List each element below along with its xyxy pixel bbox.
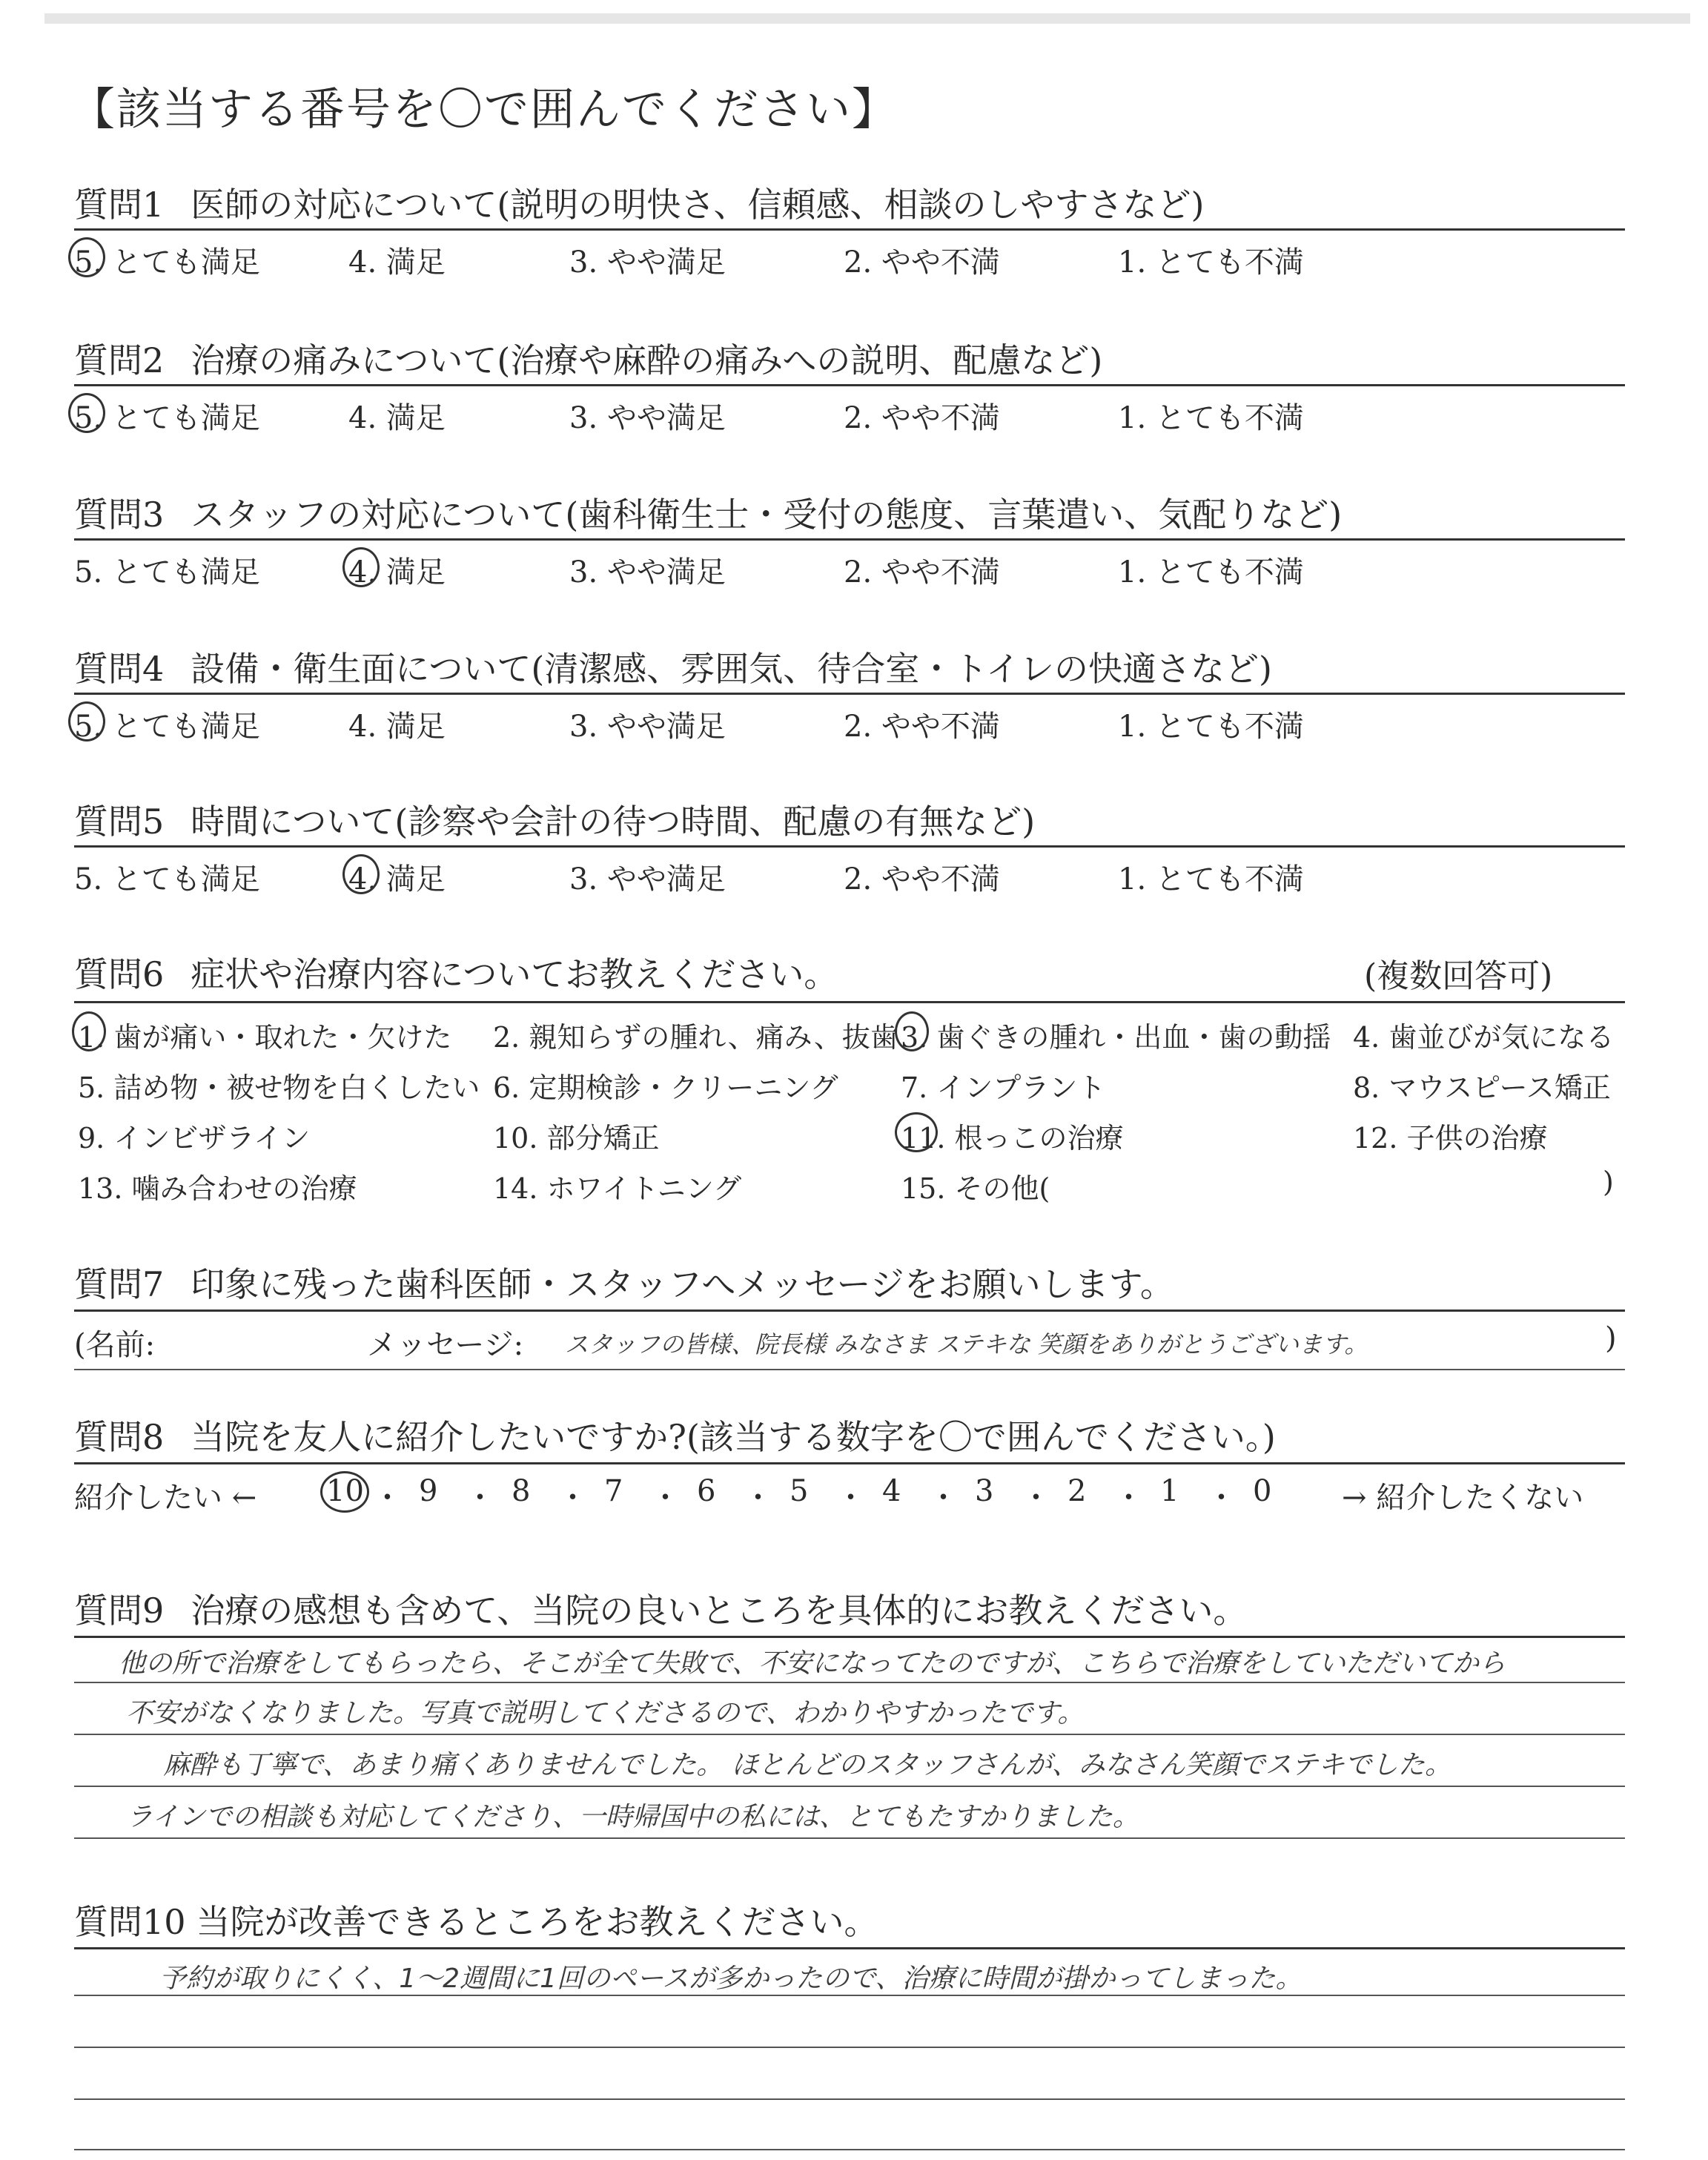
q5-option-4[interactable]: 4. 満足 [348, 862, 446, 896]
q5-option-3[interactable]: 3. やや満足 [569, 862, 726, 896]
q10-rule-3 [74, 2047, 1625, 2048]
q8-right-label: → 紹介したくない [1342, 1481, 1584, 1515]
q1-option-5[interactable]: 5. とても満足 [74, 245, 260, 280]
q6-option-2[interactable]: 2. 親知らずの腫れ、痛み、抜歯 [493, 1021, 898, 1054]
q2-option-1[interactable]: 1. とても不満 [1118, 401, 1304, 435]
q9-answer-line-3[interactable]: 麻酔も丁寧で、あまり痛くありませんでした。 ほとんどのスタッフさんが、みなさん笑顔でステキでした。 [163, 1750, 1452, 1780]
q10-rule-4 [74, 2098, 1625, 2100]
q3-option-4[interactable]: 4. 満足 [348, 555, 446, 589]
q8-scale-6[interactable]: 6 [697, 1474, 716, 1508]
q3-option-2[interactable]: 2. やや不満 [844, 555, 1000, 589]
q9-text: 治療の感想も含めて、当院の良いところを具体的にお教えください。 [191, 1591, 1248, 1631]
q8-title [74, 1410, 1276, 1459]
q7-message[interactable]: スタッフの皆様、院長様 みなさま ステキな 笑顔をありがとうございます。 [565, 1330, 1368, 1358]
q9-answer-line-1[interactable]: 他の所で治療をしてもらったら、そこが全て失敗で、不安になってたのですが、こちらで治療をしていただいてから [119, 1648, 1506, 1679]
q8-scale-dot: ・ [1206, 1481, 1237, 1515]
q6-number: 質問6 [74, 954, 165, 994]
q8-scale-5[interactable]: 5 [790, 1474, 809, 1508]
q10-answer-line-1[interactable]: 予約が取りにくく、1〜2週間に1回のペースが多かったので、治療に時間が掛かってしまった。 [159, 1964, 1302, 1994]
q7-name-label: (名前: [74, 1328, 156, 1362]
q8-scale-8[interactable]: 8 [512, 1474, 531, 1508]
q3-text: スタッフの対応について(歯科衛生士・受付の態度、言葉遣い、気配りなど) [191, 495, 1343, 535]
q6-option-4[interactable]: 4. 歯並びが気になる [1353, 1021, 1615, 1054]
q9-number: 質問9 [74, 1591, 165, 1631]
q2-option-4[interactable]: 4. 満足 [348, 401, 446, 435]
q4-number: 質問4 [74, 649, 165, 689]
q8-scale-dot: ・ [372, 1481, 403, 1515]
q3-option-3[interactable]: 3. やや満足 [569, 555, 726, 589]
q7-number: 質問7 [74, 1264, 165, 1304]
q8-scale-7[interactable]: 7 [604, 1474, 623, 1508]
q5-rule [74, 845, 1625, 848]
q2-option-2[interactable]: 2. やや不満 [844, 401, 1000, 435]
q6-option-10[interactable]: 10. 部分矯正 [493, 1122, 660, 1155]
q1-number: 質問1 [74, 185, 165, 225]
q7-rule [74, 1309, 1625, 1312]
q8-scale-dot: ・ [1021, 1481, 1051, 1515]
q6-option-1[interactable]: 1. 歯が痛い・取れた・欠けた [78, 1021, 452, 1054]
q8-scale-dot: ・ [465, 1481, 495, 1515]
q2-text: 治療の痛みについて(治療や麻酔の痛みへの説明、配慮など) [191, 340, 1103, 380]
q2-rule [74, 384, 1625, 386]
q6-option-14[interactable]: 14. ホワイトニング [493, 1172, 742, 1205]
q7-text: 印象に残った歯科医師・スタッフへメッセージをお願いします。 [191, 1264, 1174, 1304]
q10-number: 質問10 [74, 1902, 186, 1942]
q8-scale-3[interactable]: 3 [975, 1474, 994, 1508]
q6-option-15[interactable]: 15. その他( [901, 1172, 1050, 1205]
q2-title [74, 334, 1102, 383]
q5-selection-circle [342, 854, 380, 894]
q8-left-label: 紹介したい ← [74, 1481, 257, 1515]
q5-option-5[interactable]: 5. とても満足 [74, 862, 260, 896]
q8-text: 当院を友人に紹介したいですか?(該当する数字を〇で囲んでください。) [191, 1417, 1276, 1457]
q9-rule-4 [74, 1786, 1625, 1787]
q1-text: 医師の対応について(説明の明快さ、信頼感、相談のしやすさなど) [191, 185, 1205, 225]
q6-option-12[interactable]: 12. 子供の治療 [1353, 1122, 1548, 1155]
q1-rule [74, 228, 1625, 231]
q9-rule-1 [74, 1636, 1625, 1638]
q10-text: 当院が改善できるところをお教えください。 [196, 1902, 878, 1942]
q1-option-4[interactable]: 4. 満足 [348, 245, 446, 280]
q8-scale-dot: ・ [650, 1481, 681, 1515]
q8-scale-dot: ・ [835, 1481, 866, 1515]
q5-option-1[interactable]: 1. とても不満 [1118, 862, 1304, 896]
q6-text: 症状や治療内容についてお教えください。 [191, 954, 838, 994]
q2-option-5[interactable]: 5. とても満足 [74, 401, 260, 435]
q6-option-11[interactable]: 11. 根っこの治療 [901, 1122, 1124, 1155]
q9-answer-line-2[interactable]: 不安がなくなりました。写真で説明してくださるので、わかりやすかったです。 [126, 1698, 1085, 1728]
q4-rule [74, 693, 1625, 695]
q6-note: (複数回答可) [1364, 957, 1553, 995]
q8-scale-1[interactable]: 1 [1160, 1474, 1179, 1508]
q6-rule [74, 1001, 1625, 1003]
q5-text: 時間について(診察や会計の待つ時間、配慮の有無など) [191, 802, 1036, 842]
q7-close-paren: ) [1605, 1321, 1617, 1355]
q4-option-2[interactable]: 2. やや不満 [844, 710, 1000, 744]
q7-message-label: メッセージ: [367, 1328, 524, 1362]
q3-option-5[interactable]: 5. とても満足 [74, 555, 260, 589]
q4-option-5[interactable]: 5. とても満足 [74, 710, 260, 744]
q4-text: 設備・衛生面について(清潔感、雰囲気、待合室・トイレの快適さなど) [191, 649, 1272, 689]
q5-number: 質問5 [74, 802, 165, 842]
q8-scale-dot: ・ [1113, 1481, 1144, 1515]
q5-option-2[interactable]: 2. やや不満 [844, 862, 1000, 896]
q8-scale-0[interactable]: 0 [1253, 1474, 1272, 1508]
q2-selection-circle [68, 393, 105, 433]
q6-option-5[interactable]: 5. 詰め物・被せ物を白くしたい [78, 1071, 480, 1104]
q3-option-1[interactable]: 1. とても不満 [1118, 555, 1304, 589]
q1-option-3[interactable]: 3. やや満足 [569, 245, 726, 280]
q4-option-4[interactable]: 4. 満足 [348, 710, 446, 744]
q4-selection-circle [68, 701, 105, 742]
form-heading: 【該当する番号を〇で囲んでください】 [70, 84, 898, 136]
q3-title [74, 488, 1342, 537]
q2-option-3[interactable]: 3. やや満足 [569, 401, 726, 435]
q8-scale-dot: ・ [928, 1481, 959, 1515]
q9-rule-5 [74, 1837, 1625, 1839]
q9-title [74, 1584, 1247, 1633]
q6-selection-circle [895, 1011, 929, 1051]
q10-rule-1 [74, 1947, 1625, 1949]
q5-title [74, 795, 1035, 844]
q6-option-16: ) [1603, 1166, 1614, 1198]
q6-option-7[interactable]: 7. インプラント [901, 1071, 1106, 1104]
q1-option-1[interactable]: 1. とても不満 [1118, 245, 1304, 280]
q8-scale-2[interactable]: 2 [1068, 1474, 1087, 1508]
q8-scale-dot: ・ [743, 1481, 773, 1515]
q6-option-6[interactable]: 6. 定期検診・クリーニング [493, 1071, 838, 1104]
q4-title [74, 642, 1272, 691]
q3-number: 質問3 [74, 495, 165, 535]
q8-rule [74, 1462, 1625, 1464]
q2-number: 質問2 [74, 340, 165, 380]
q1-title [74, 178, 1204, 227]
q6-selection-circle [895, 1112, 938, 1152]
q1-option-2[interactable]: 2. やや不満 [844, 245, 1000, 280]
q10-rule-5 [74, 2149, 1625, 2150]
q8-selection-circle [320, 1471, 369, 1513]
q4-option-1[interactable]: 1. とても不満 [1118, 710, 1304, 744]
q9-rule-2 [74, 1682, 1625, 1683]
q3-rule [74, 538, 1625, 541]
q10-title [74, 1895, 878, 1944]
q1-selection-circle [68, 237, 105, 277]
q7-bottom-rule [74, 1369, 1625, 1370]
q6-option-8[interactable]: 8. マウスピース矯正 [1353, 1071, 1611, 1104]
q6-option-3[interactable]: 3. 歯ぐきの腫れ・出血・歯の動揺 [901, 1021, 1331, 1054]
q8-scale-9[interactable]: 9 [419, 1474, 438, 1508]
q9-rule-3 [74, 1734, 1625, 1735]
q8-number: 質問8 [74, 1417, 165, 1457]
q8-scale-10[interactable]: 10 [326, 1474, 364, 1508]
q6-option-9[interactable]: 9. インビザライン [78, 1122, 311, 1155]
scan-top-edge [44, 13, 1690, 24]
q3-selection-circle [342, 547, 380, 587]
q4-option-3[interactable]: 3. やや満足 [569, 710, 726, 744]
q6-option-13[interactable]: 13. 噛み合わせの治療 [78, 1172, 357, 1205]
q7-title [74, 1258, 1174, 1307]
q6-selection-circle [72, 1011, 106, 1051]
q9-answer-line-4[interactable]: ラインでの相談も対応してくださり、一時帰国中の私には、とてもたすかりました。 [126, 1802, 1139, 1832]
q8-scale-4[interactable]: 4 [882, 1474, 901, 1508]
q6-title [74, 948, 838, 997]
q8-scale-dot: ・ [557, 1481, 588, 1515]
